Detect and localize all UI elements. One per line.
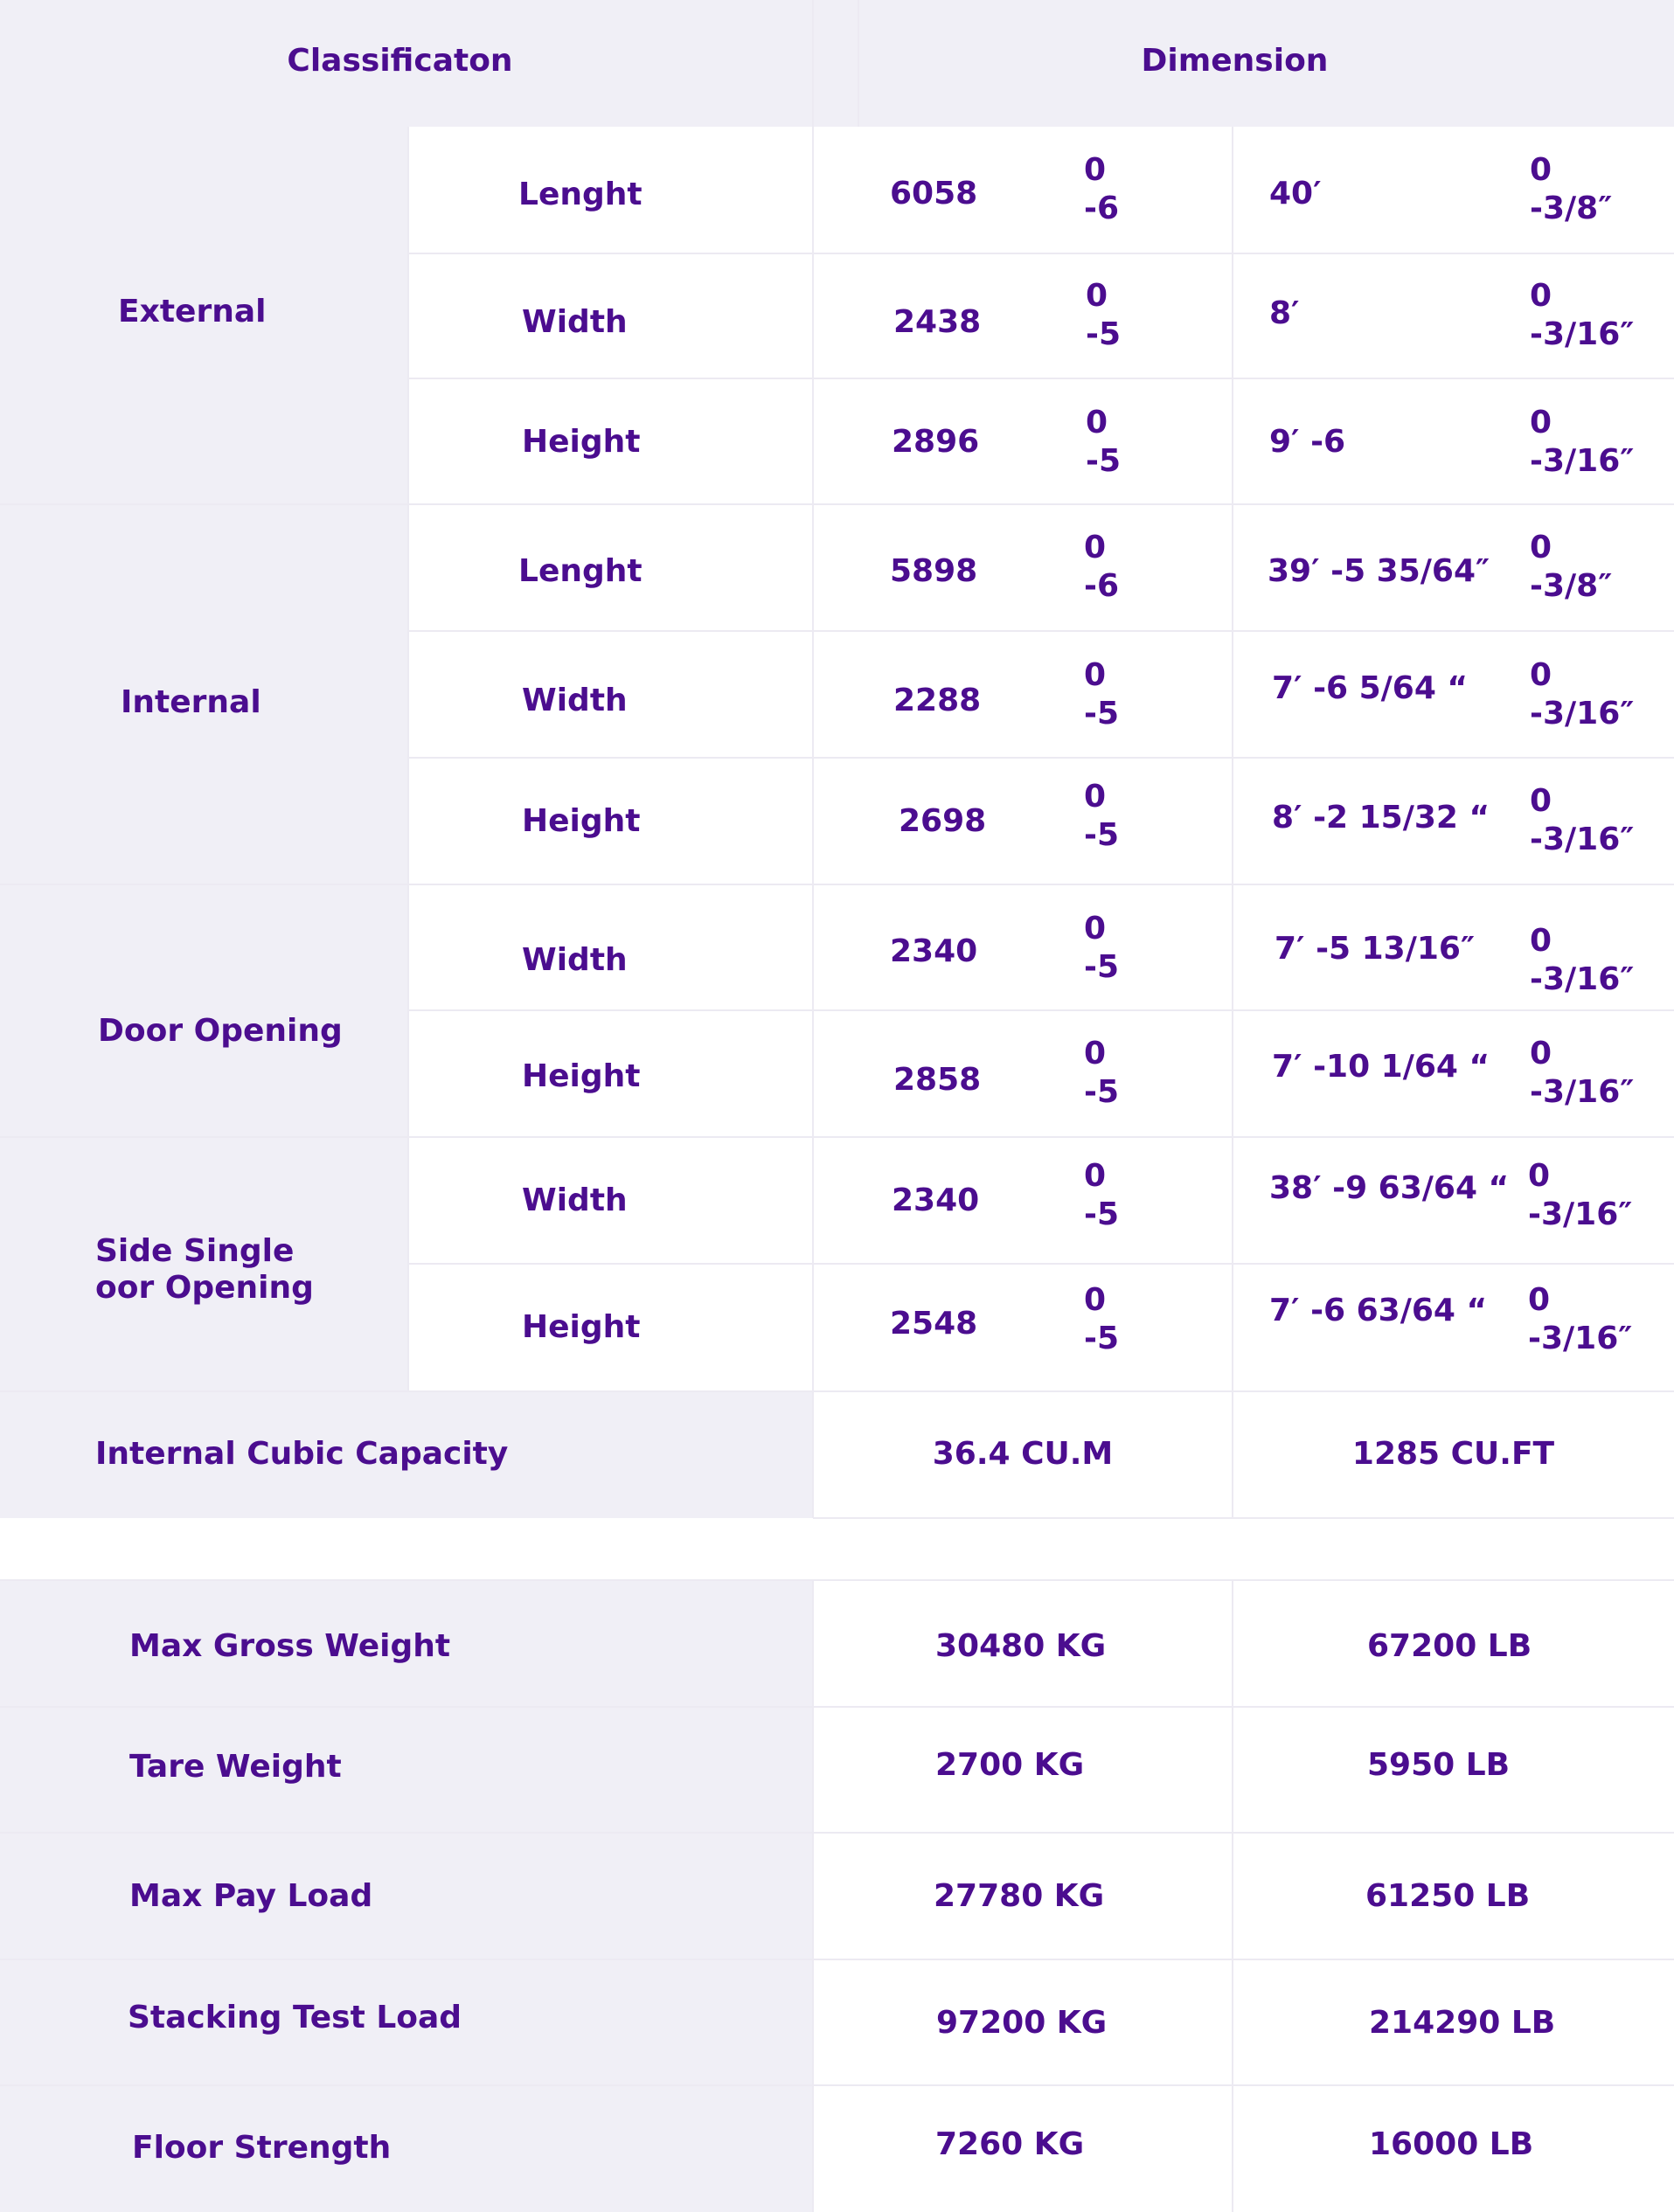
- row-imperial: 8′ -2 15/32 “: [1272, 800, 1490, 836]
- row-imperial: 39′ -5 35/64″: [1268, 553, 1490, 589]
- row-imperial-tolerance: 0 -3/16″: [1530, 1036, 1635, 1110]
- row-imperial-tolerance: 0 -3/16″: [1530, 657, 1635, 732]
- weight-imperial: 214290 LB: [1369, 2005, 1556, 2041]
- row-mm: 2438: [893, 304, 982, 340]
- row-mm-tolerance: 0 -5: [1086, 278, 1121, 352]
- weight-metric: 2700 KG: [935, 1747, 1085, 1783]
- row-mm: 2858: [893, 1062, 982, 1098]
- row-label: Height: [522, 424, 641, 460]
- weight-imperial: 61250 LB: [1365, 1878, 1531, 1914]
- row-label: Lenght: [518, 553, 643, 589]
- row-mm-tolerance: 0 -5: [1084, 657, 1119, 732]
- row-imperial: 8′: [1269, 295, 1300, 331]
- row-imperial-tolerance: 0 -3/16″: [1528, 1282, 1633, 1356]
- row-mm-tolerance: 0 -5: [1086, 405, 1121, 479]
- row-imperial: 40′: [1269, 176, 1322, 211]
- row-imperial-tolerance: 0 -3/8″: [1530, 530, 1613, 604]
- row-mm-tolerance: 0 -5: [1084, 1036, 1119, 1110]
- row-mm-tolerance: 0 -6: [1084, 530, 1119, 604]
- group-door-opening: Door Opening: [98, 1013, 343, 1049]
- row-mm-tolerance: 0 -5: [1084, 1158, 1119, 1232]
- row-imperial-tolerance: 0 -3/8″: [1530, 152, 1613, 226]
- row-imperial: 9′ -6: [1269, 424, 1346, 460]
- row-mm: 5898: [890, 553, 978, 589]
- header-classification: Classificaton: [287, 43, 513, 79]
- capacity-metric: 36.4 CU.M: [932, 1436, 1114, 1472]
- weights-label-column: [0, 1580, 813, 2212]
- row-label: Width: [522, 1182, 628, 1218]
- weight-imperial: 5950 LB: [1367, 1747, 1511, 1783]
- row-imperial: 7′ -5 13/16″: [1275, 931, 1476, 967]
- weight-label-stacking-test: Stacking Test Load: [128, 2000, 462, 2035]
- weight-metric: 7260 KG: [935, 2126, 1085, 2162]
- weight-label-max-pay-load: Max Pay Load: [129, 1878, 373, 1914]
- group-internal: Internal: [121, 684, 261, 720]
- group-side-door-line2: oor Opening: [95, 1270, 314, 1306]
- weight-label-max-gross: Max Gross Weight: [129, 1628, 451, 1664]
- row-label: Width: [522, 942, 628, 978]
- group-side-door-line1: Side Single: [95, 1233, 295, 1269]
- row-imperial-tolerance: 0 -3/16″: [1530, 783, 1635, 857]
- row-mm-tolerance: 0 -5: [1084, 779, 1119, 853]
- capacity-imperial: 1285 CU.FT: [1351, 1436, 1555, 1472]
- weight-metric: 97200 KG: [936, 2005, 1108, 2041]
- row-imperial-tolerance: 0 -3/16″: [1530, 405, 1635, 479]
- group-external: External: [118, 294, 267, 329]
- row-imperial: 7′ -6 5/64 “: [1272, 670, 1469, 706]
- row-mm: 6058: [890, 176, 978, 211]
- row-mm-tolerance: 0 -5: [1084, 1282, 1119, 1356]
- row-mm: 2288: [893, 683, 982, 718]
- weight-label-tare: Tare Weight: [129, 1749, 342, 1785]
- row-mm: 2340: [892, 1182, 980, 1218]
- row-label: Height: [522, 803, 641, 839]
- row-imperial-tolerance: 0 -3/16″: [1530, 923, 1635, 997]
- row-mm-tolerance: 0 -6: [1084, 152, 1119, 226]
- capacity-label: Internal Cubic Capacity: [95, 1436, 509, 1472]
- row-imperial: 7′ -10 1/64 “: [1272, 1049, 1490, 1085]
- row-imperial: 7′ -6 63/64 “: [1269, 1293, 1488, 1328]
- weight-imperial: 16000 LB: [1369, 2126, 1534, 2162]
- header-dimension: Dimension: [1141, 43, 1329, 79]
- row-mm: 2340: [890, 933, 978, 969]
- row-imperial-tolerance: 0 -3/16″: [1530, 278, 1635, 352]
- weight-metric: 27780 KG: [934, 1878, 1105, 1914]
- weight-imperial: 67200 LB: [1367, 1628, 1532, 1664]
- row-label: Width: [522, 304, 628, 340]
- row-label: Width: [522, 683, 628, 718]
- row-mm-tolerance: 0 -5: [1084, 911, 1119, 985]
- row-label: Lenght: [518, 177, 643, 212]
- row-imperial-tolerance: 0 -3/16″: [1528, 1158, 1633, 1232]
- row-label: Height: [522, 1058, 641, 1094]
- row-mm: 2698: [899, 803, 987, 839]
- row-imperial: 38′ -9 63/64 “: [1269, 1170, 1510, 1206]
- row-mm: 2896: [892, 424, 980, 460]
- row-label: Height: [522, 1309, 641, 1345]
- weight-metric: 30480 KG: [935, 1628, 1107, 1664]
- row-mm: 2548: [890, 1306, 978, 1342]
- weight-label-floor-strength: Floor Strength: [132, 2130, 392, 2166]
